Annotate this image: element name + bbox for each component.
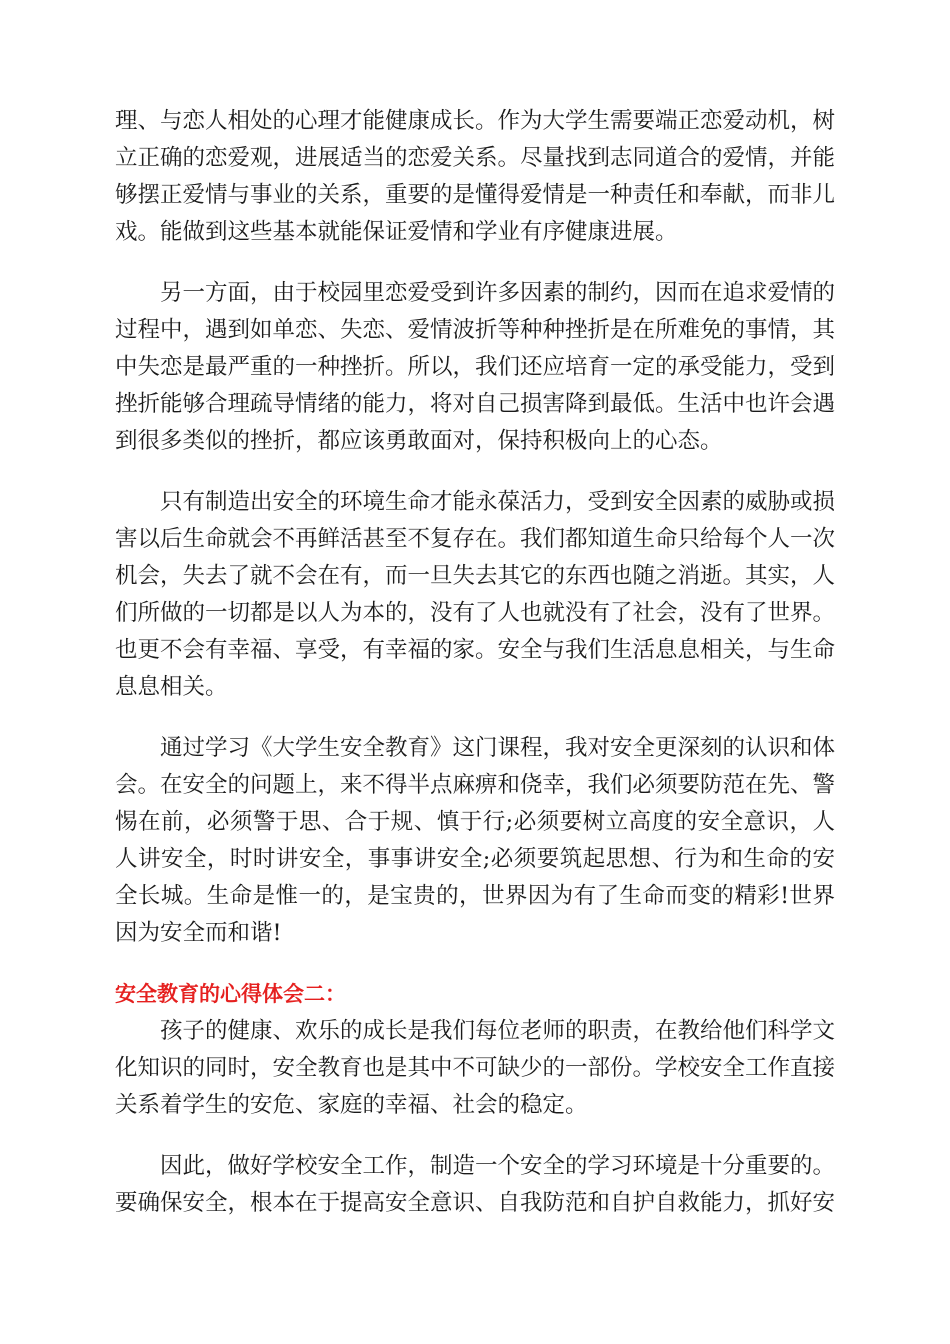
section-heading-two: 安全教育的心得体会二： xyxy=(115,982,346,1006)
document-body xyxy=(115,103,835,1246)
paragraph-love-setbacks: 另一方面，由于校园里恋爱受到许多因素的制约，因而在追求爱情的过程中，遇到如单恋、失恋、爱情波折等种种挫折是在所难免的事情，其中失恋是最严重的一种挫折。所以，我们还应培育一定的承受能力，受到挫折能够合理疏导情绪的能力，将对自己损害降到最低。生活中也许会遇到很多类似的挫折，都应该勇敢面对，保持积极向上的心态。 xyxy=(115,280,836,454)
paragraph-school-safety: 因此，做好学校安全工作，制造一个安全的学习环境是十分重要的。要确保安全，根本在于提高安全意识、自我防范和自护自救能力，抓好安 xyxy=(115,1153,836,1216)
paragraph-safety-life: 只有制造出安全的环境生命才能永葆活力，受到安全因素的威胁或损害以后生命就会不再鲜活甚至不复存在。我们都知道生命只给每个人一次机会，失去了就不会在有，而一旦失去其它的东西也随之消逝。其实，人们所做的一切都是以人为本的，没有了人也就没有了社会，没有了世界。也更不会有幸福、享受，有幸福的家。安全与我们生活息息相关，与生命息息相关。 xyxy=(115,489,836,700)
paragraph-teacher-duty: 孩子的健康、欢乐的成长是我们每位老师的职责，在教给他们科学文化知识的同时，安全教育也是其中不可缺少的一部份。学校安全工作直接关系着学生的安危、家庭的幸福、社会的稳定。 xyxy=(115,1018,836,1118)
paragraph-love-continuation: 理、与恋人相处的心理才能健康成长。作为大学生需要端正恋爱动机，树立正确的恋爱观，进展适当的恋爱关系。尽量找到志同道合的爱情，并能够摆正爱情与事业的关系，重要的是懂得爱情是一种责任和奉献，而非儿戏。能做到这些基本就能保证爱情和学业有序健康进展。 xyxy=(115,108,836,245)
paragraph-safety-course: 通过学习《大学生安全教育》这门课程，我对安全更深刻的认识和体会。在安全的问题上，来不得半点麻痹和侥幸，我们必须要防范在先、警惕在前，必须警于思、合于规、慎于行;必须要树立高度的安全意识，人人讲安全，时时讲安全，事事讲安全;必须要筑起思想、行为和生命的安全长城。生命是惟一的，是宝贵的，世界因为有了生命而变的精彩!世界因为安全而和谐! xyxy=(115,735,836,946)
